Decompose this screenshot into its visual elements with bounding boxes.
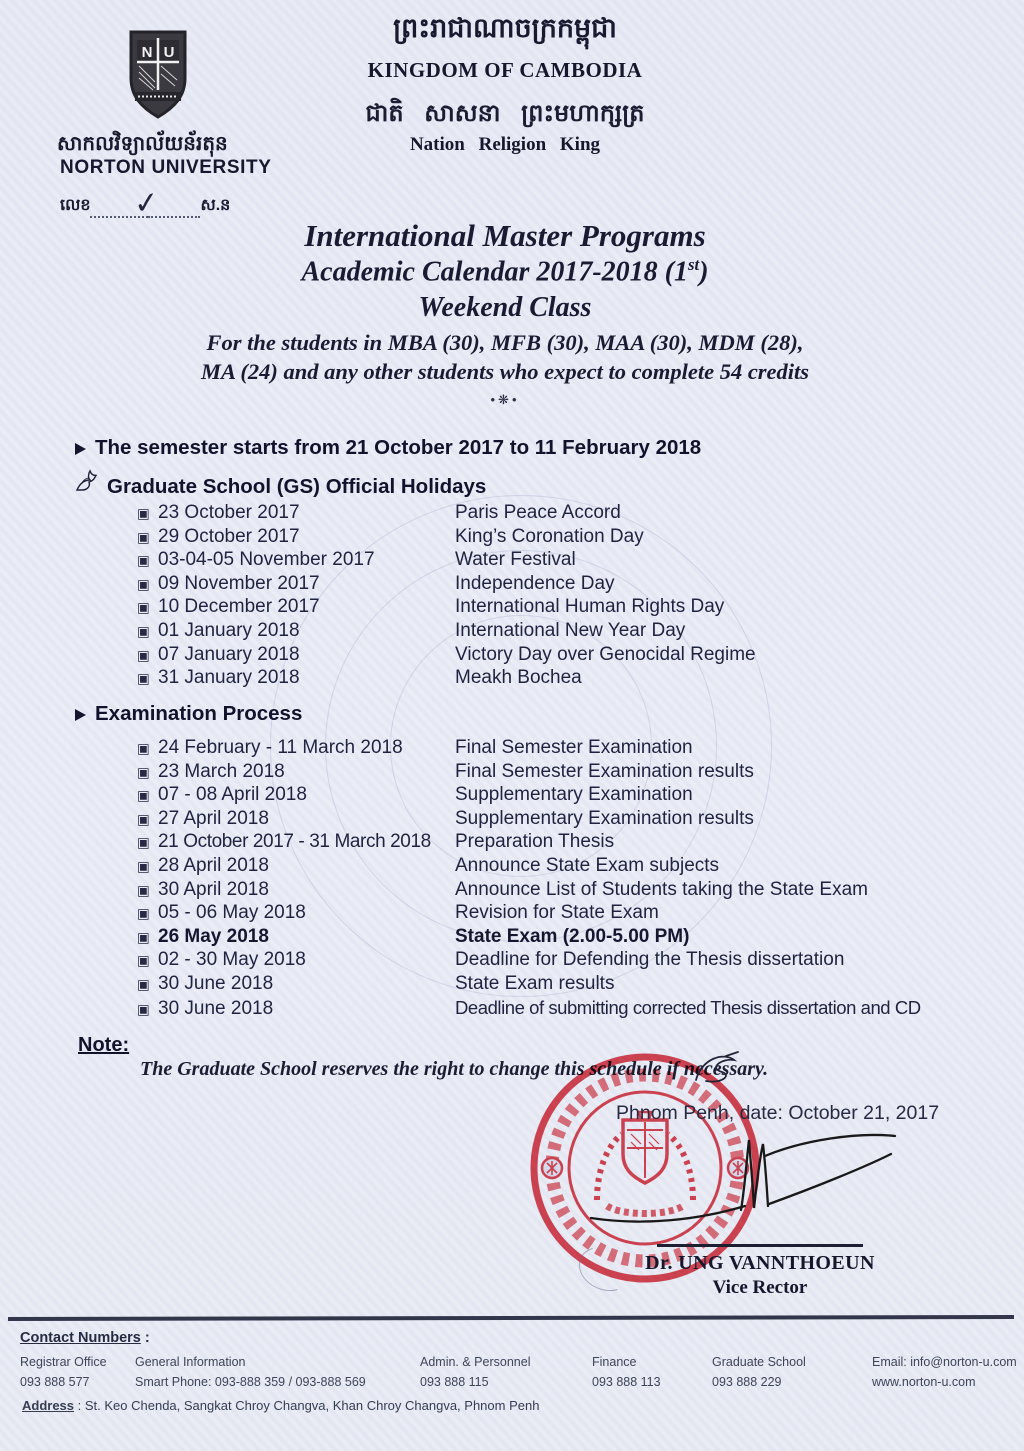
footer-col-title: Finance (592, 1355, 637, 1369)
place-date: Phnom Penh, date: October 21, 2017 (616, 1102, 940, 1124)
holiday-date: 10 December 2017 (158, 596, 320, 618)
doc-title-line1: International Master Programs (304, 218, 706, 253)
exam-row (137, 737, 921, 761)
exam-event: Preparation Thesis (455, 831, 615, 853)
semester-heading-text: The semester starts from 21 October 2017 to 11 February 2018 (95, 436, 702, 459)
bullet-icon: ▣ (137, 788, 150, 804)
holiday-name: King’s Coronation Day (455, 525, 644, 547)
exam-row (137, 902, 921, 926)
contact-colon: : (144, 1330, 150, 1346)
holiday-row (137, 667, 756, 691)
motto-khmer: ជាតិ សាសនា ព្រះមហាក្សត្រ (365, 100, 645, 127)
bullet-icon: ▣ (137, 576, 150, 592)
ref-prefix: លេខ (60, 197, 91, 214)
holiday-name: International New Year Day (455, 619, 686, 641)
bullet-icon: ▣ (137, 953, 150, 969)
holiday-date: 07 January 2018 (158, 643, 300, 665)
bullet-icon: ▣ (137, 764, 150, 780)
bullet-icon: ▣ (137, 741, 150, 756)
bullet-icon: ▣ (137, 929, 150, 945)
exam-event: Deadline of submitting corrected Thesis dissertation and CD (455, 996, 921, 1018)
footer-col-value: 093 888 113 (592, 1375, 661, 1389)
exam-event: Announce State Exam subjects (455, 854, 720, 876)
bullet-icon: ▣ (137, 882, 150, 898)
exam-row-state-exam (137, 926, 921, 950)
ref-suffix: ស.ន (200, 197, 231, 214)
bullet-icon: ▣ (137, 600, 150, 616)
arrow-icon (75, 709, 86, 721)
exam-row (137, 761, 921, 785)
exam-date: 30 June 2018 (158, 972, 274, 994)
holiday-date: 31 January 2018 (158, 667, 300, 689)
holiday-name: International Human Rights Day (455, 596, 725, 618)
footer-col-title: Email: info@norton-u.com (872, 1355, 1017, 1369)
title-line2-close: ) (699, 256, 709, 288)
footer-col-value: 093 888 577 (20, 1375, 90, 1389)
holiday-row (137, 549, 756, 573)
contact-numbers-text: Contact Numbers (20, 1330, 141, 1346)
footer-col-admin (420, 1352, 530, 1392)
holiday-row (137, 573, 756, 597)
exam-row (137, 831, 921, 855)
exam-row (137, 855, 921, 879)
holiday-date: 01 January 2018 (158, 619, 300, 641)
exam-date: 07 - 08 April 2018 (158, 784, 307, 806)
logo-letter-u: U (163, 44, 175, 61)
exam-date: 27 April 2018 (158, 807, 269, 829)
holidays-heading (74, 474, 486, 500)
address-text: : St. Keo Chenda, Sangkat Chroy Changva, Khan Chroy Changva, Phnom Penh (77, 1398, 540, 1413)
footer-col-value: www.norton-u.com (872, 1375, 976, 1389)
bullet-icon: ▣ (137, 906, 150, 922)
bullet-icon: ▣ (137, 647, 150, 663)
signer-title: Vice Rector (712, 1277, 808, 1298)
exam-row (137, 973, 921, 997)
footer-col-email (872, 1352, 1017, 1392)
doc-subtitle-line2: MA (24) and any other students who expect to complete 54 credits (200, 359, 810, 384)
exam-date: 05 - 06 May 2018 (158, 902, 306, 924)
floral-ornament-icon: •❋• (490, 392, 520, 407)
exam-date: 23 March 2018 (158, 760, 285, 782)
exams-list (137, 737, 921, 1020)
semester-heading (75, 436, 701, 460)
signer-name: Dr. UNG VANNTHOEUN (645, 1252, 875, 1274)
bullet-icon: ▣ (137, 858, 150, 874)
bullet-icon: ▣ (137, 506, 150, 521)
exam-event: Revision for State Exam (455, 902, 659, 924)
bullet-icon: ▣ (137, 671, 150, 687)
footer-divider (8, 1315, 1014, 1321)
exam-date: 21 October 2017 - 31 March 2018 (158, 831, 431, 853)
holiday-row (137, 502, 756, 526)
contact-numbers-label (20, 1330, 150, 1346)
title-line2-sup: st (688, 255, 700, 274)
address-label: Address (22, 1398, 75, 1413)
exam-date: 24 February - 11 March 2018 (158, 737, 403, 758)
exam-date: 28 April 2018 (158, 854, 269, 876)
doc-subtitle-line1: For the students in MBA (30), MFB (30), MAA (30), MDM (28), (206, 330, 804, 355)
bullet-icon: ▣ (137, 623, 150, 639)
exam-event: State Exam (2.00-5.00 PM) (455, 925, 690, 947)
exam-row (137, 949, 921, 973)
bullet-icon: ▣ (137, 529, 150, 545)
exams-heading (75, 702, 302, 726)
exam-date: 02 - 30 May 2018 (158, 949, 306, 971)
bullet-icon: ▣ (137, 1001, 150, 1017)
holiday-name: Victory Day over Genocidal Regime (455, 643, 756, 665)
bullet-icon: ▣ (137, 553, 150, 569)
doc-title-line2 (0, 255, 1010, 288)
initial-signature (692, 1050, 744, 1095)
bullet-icon: ▣ (137, 811, 150, 827)
footer-col-graduate-school (712, 1352, 806, 1392)
holiday-name: Water Festival (455, 549, 576, 571)
holiday-row (137, 596, 756, 620)
holiday-date: 29 October 2017 (158, 525, 300, 547)
holiday-name: Meakh Bochea (455, 667, 582, 689)
footer-col-title: General Information (135, 1355, 246, 1369)
university-name-khmer: សាកលវិទ្យាល័យន័រតុន (57, 133, 228, 155)
doc-title-line3: Weekend Class (418, 292, 592, 323)
check-mark: ✓ (132, 185, 162, 222)
kingdom-khmer: ព្រះរាជាណាចក្រកម្ពុជា (393, 13, 617, 43)
exam-event: Announce List of Students taking the State Exam (455, 878, 868, 900)
signature-stroke (573, 1126, 913, 1243)
motto-english: Nation Religion King (409, 134, 601, 155)
exam-event: State Exam results (455, 972, 615, 994)
footer-col-title: Registrar Office (20, 1355, 107, 1369)
footer-col-title: Graduate School (712, 1355, 806, 1369)
signature-line (657, 1244, 863, 1247)
reference-line (60, 185, 231, 222)
exam-event: Supplementary Examination results (455, 807, 754, 829)
holiday-row (137, 526, 756, 550)
footer-col-title: Admin. & Personnel (420, 1355, 531, 1369)
holidays-heading-text: Graduate School (GS) Official Holidays (107, 475, 487, 498)
exam-row (137, 784, 921, 808)
dotted-line (90, 185, 162, 222)
holiday-row (137, 644, 756, 668)
bullet-icon: ▣ (137, 976, 150, 992)
holiday-date: 03-04-05 November 2017 (158, 549, 375, 571)
arrow-icon (75, 443, 86, 455)
bullet-icon: ▣ (137, 835, 150, 851)
exam-event: Final Semester Examination results (455, 760, 754, 782)
footer-col-value: 093 888 115 (420, 1375, 489, 1389)
holidays-list (137, 502, 756, 691)
logo-letter-n: N (141, 44, 153, 61)
exam-event: Supplementary Examination (455, 784, 693, 806)
holiday-row (137, 620, 756, 644)
address-line (22, 1398, 539, 1413)
holiday-name: Paris Peace Accord (455, 502, 621, 523)
footer-col-value: 093 888 229 (712, 1375, 782, 1389)
exams-heading-text: Examination Process (95, 702, 303, 725)
exam-row (137, 997, 921, 1021)
holiday-name: Independence Day (455, 572, 615, 594)
note-text: The Graduate School reserves the right to change this schedule if necessary. (140, 1058, 769, 1080)
exam-date: 26 May 2018 (158, 925, 269, 947)
title-line2-text: Academic Calendar 2017-2018 (1 (301, 256, 688, 288)
footer-col-general-info (135, 1352, 366, 1392)
holiday-date: 09 November 2017 (158, 572, 320, 594)
footer-col-value: Smart Phone: 093-888 359 / 093-888 569 (135, 1375, 366, 1389)
exam-date: 30 June 2018 (158, 997, 274, 1019)
exam-date: 30 April 2018 (158, 878, 269, 900)
note-label: Note: (78, 1034, 130, 1056)
university-name: NORTON UNIVERSITY (60, 157, 272, 178)
footer-col-registrar (20, 1352, 107, 1392)
kingdom-english: KINGDOM OF CAMBODIA (367, 58, 643, 82)
exam-event: Final Semester Examination (455, 737, 693, 758)
dove-icon (74, 468, 98, 500)
holiday-date: 23 October 2017 (158, 502, 300, 523)
exam-event: Deadline for Defending the Thesis dissertation (455, 949, 845, 971)
exam-row (137, 808, 921, 832)
exam-row (137, 879, 921, 903)
footer-col-finance (592, 1352, 661, 1392)
